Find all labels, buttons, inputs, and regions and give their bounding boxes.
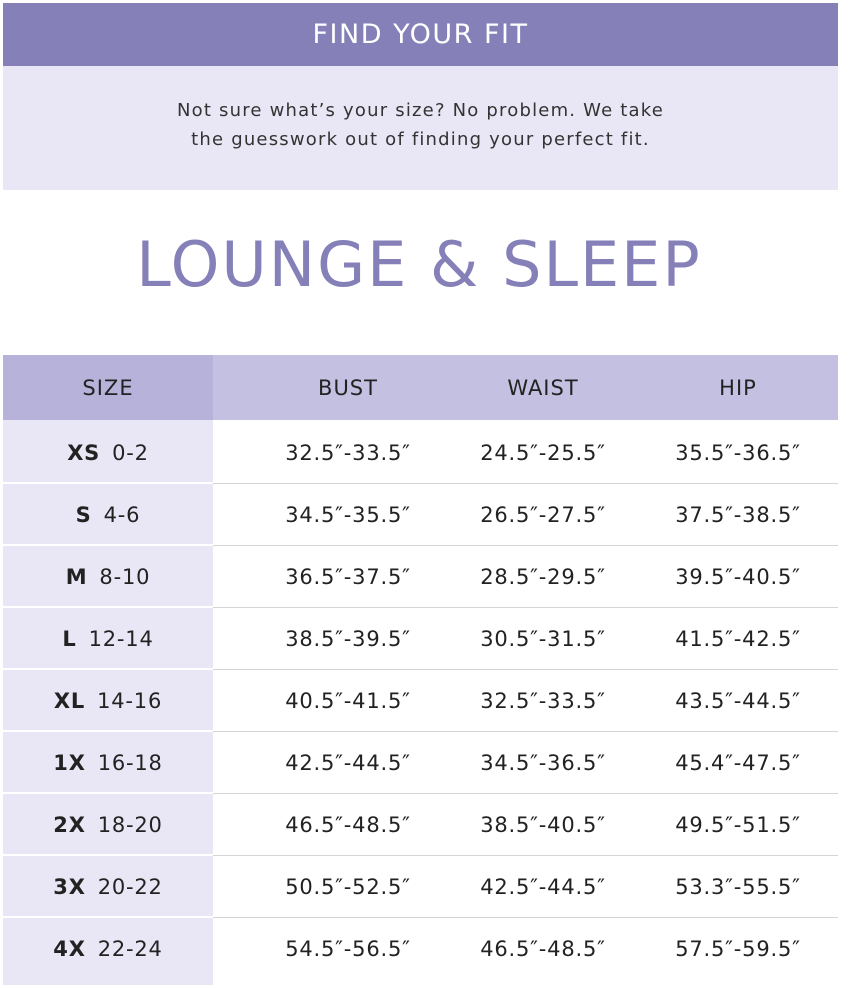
size-range: 12-14 bbox=[88, 627, 154, 651]
table-row bbox=[3, 918, 838, 980]
table-row bbox=[3, 608, 838, 670]
page-title: LOUNGE & SLEEP bbox=[136, 228, 702, 301]
size-cell bbox=[3, 732, 213, 794]
size-code: 3X bbox=[53, 875, 86, 899]
size-range: 8-10 bbox=[99, 565, 151, 589]
table-row bbox=[3, 670, 838, 732]
find-your-fit-banner bbox=[3, 3, 838, 66]
hip-cell: 41.5″-42.5″ bbox=[675, 627, 801, 651]
waist-cell: 32.5″-33.5″ bbox=[480, 689, 606, 713]
hip-cell: 57.5″-59.5″ bbox=[675, 937, 801, 961]
table-row bbox=[3, 794, 838, 856]
size-range: 20-22 bbox=[97, 875, 163, 899]
size-code: S bbox=[75, 503, 92, 527]
hip-cell: 39.5″-40.5″ bbox=[675, 565, 801, 589]
bust-cell: 34.5″-35.5″ bbox=[285, 503, 411, 527]
bust-cell: 46.5″-48.5″ bbox=[285, 813, 411, 837]
bust-cell: 40.5″-41.5″ bbox=[285, 689, 411, 713]
size-range: 16-18 bbox=[97, 751, 163, 775]
waist-cell: 30.5″-31.5″ bbox=[480, 627, 606, 651]
size-code: XS bbox=[67, 441, 101, 465]
size-code: XL bbox=[53, 689, 86, 713]
size-code: 1X bbox=[53, 751, 86, 775]
bust-cell: 54.5″-56.5″ bbox=[285, 937, 411, 961]
bust-cell: 38.5″-39.5″ bbox=[285, 627, 411, 651]
table-row bbox=[3, 484, 838, 546]
size-range: 0-2 bbox=[112, 441, 149, 465]
hip-cell: 49.5″-51.5″ bbox=[675, 813, 801, 837]
bust-cell: 32.5″-33.5″ bbox=[285, 441, 411, 465]
size-cell bbox=[3, 794, 213, 856]
bust-cell: 36.5″-37.5″ bbox=[285, 565, 411, 589]
table-row bbox=[3, 422, 838, 484]
intro-line-1: Not sure what’s your size? No problem. We take bbox=[176, 100, 665, 121]
header-hip: HIP bbox=[719, 375, 757, 400]
hip-cell: 43.5″-44.5″ bbox=[675, 689, 801, 713]
size-cell bbox=[3, 856, 213, 918]
waist-cell: 24.5″-25.5″ bbox=[480, 441, 606, 465]
size-range: 22-24 bbox=[97, 937, 163, 961]
size-code: L bbox=[62, 627, 77, 651]
size-cell bbox=[3, 484, 213, 546]
size-cell bbox=[3, 918, 213, 980]
waist-cell: 38.5″-40.5″ bbox=[480, 813, 606, 837]
hip-cell: 45.4″-47.5″ bbox=[675, 751, 801, 775]
size-cell bbox=[3, 670, 213, 732]
waist-cell: 34.5″-36.5″ bbox=[480, 751, 606, 775]
hip-cell: 37.5″-38.5″ bbox=[675, 503, 801, 527]
intro-line-2: the guesswork out of finding your perfect fit. bbox=[191, 129, 650, 150]
size-range: 18-20 bbox=[97, 813, 163, 837]
size-range: 4-6 bbox=[103, 503, 141, 527]
table-row bbox=[3, 732, 838, 794]
header-bust: BUST bbox=[318, 375, 378, 400]
size-cell bbox=[3, 608, 213, 670]
waist-cell: 28.5″-29.5″ bbox=[480, 565, 606, 589]
table-row bbox=[3, 546, 838, 608]
size-cell bbox=[3, 546, 213, 608]
intro-panel bbox=[3, 66, 838, 190]
banner-title: FIND YOUR FIT bbox=[312, 19, 529, 50]
header-waist: WAIST bbox=[507, 375, 579, 400]
size-range: 14-16 bbox=[97, 689, 163, 713]
hip-cell: 35.5″-36.5″ bbox=[675, 441, 801, 465]
waist-cell: 46.5″-48.5″ bbox=[480, 937, 606, 961]
size-cell bbox=[3, 422, 213, 484]
bust-cell: 50.5″-52.5″ bbox=[285, 875, 411, 899]
bust-cell: 42.5″-44.5″ bbox=[285, 751, 411, 775]
size-code: 2X bbox=[53, 813, 86, 837]
waist-cell: 26.5″-27.5″ bbox=[480, 503, 606, 527]
header-size: SIZE bbox=[82, 375, 134, 400]
hip-cell: 53.3″-55.5″ bbox=[675, 875, 801, 899]
size-code: 4X bbox=[53, 937, 86, 961]
table-row bbox=[3, 856, 838, 918]
waist-cell: 42.5″-44.5″ bbox=[480, 875, 606, 899]
size-code: M bbox=[65, 565, 88, 589]
